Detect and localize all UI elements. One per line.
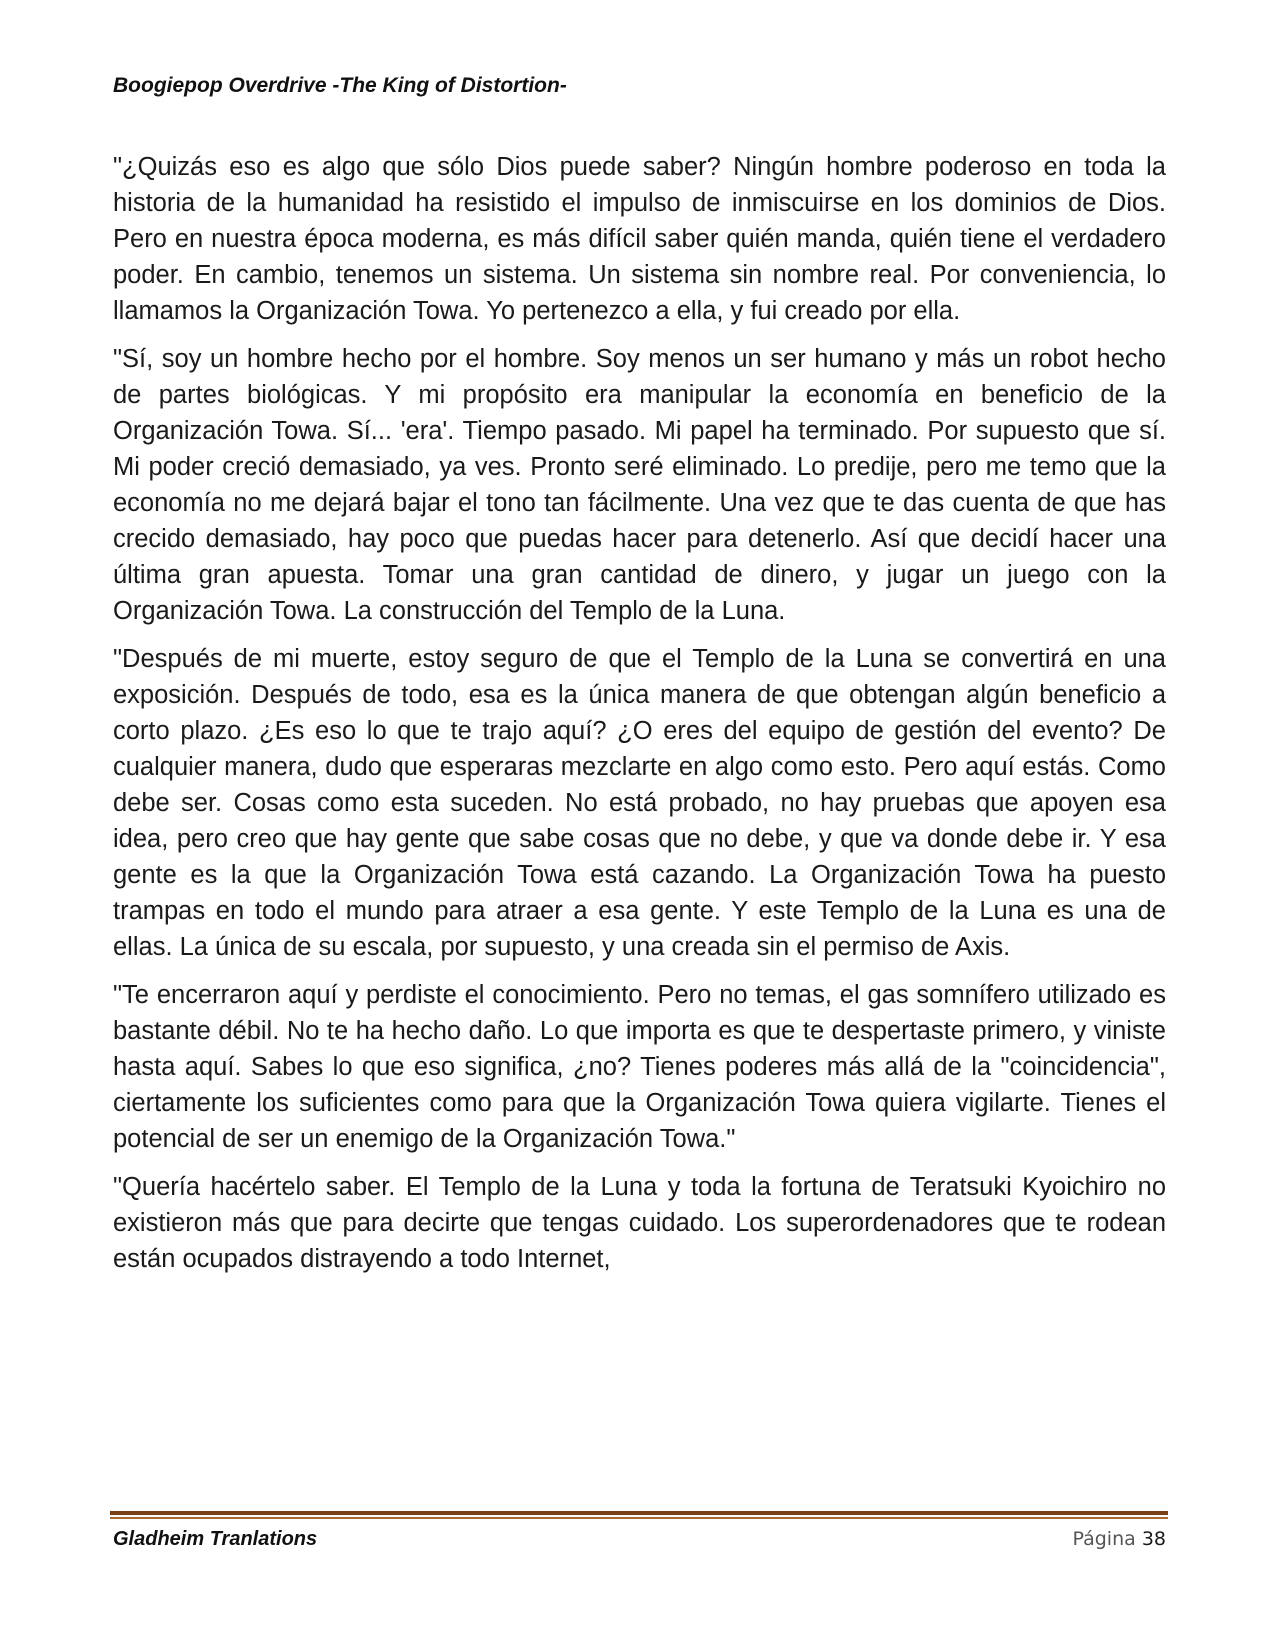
document-body — [113, 149, 1166, 1289]
paragraph: "Sí, soy un hombre hecho por el hombre. Soy menos un ser humano y más un robot hecho de partes biológicas. Y mi propósito era manipular la economía en beneficio de la Organización Towa. Sí... 'era'. Tiempo pasado. Mi papel ha terminado. Por supuesto que sí. Mi poder creció demasiado, ya ves. Pronto seré eliminado. Lo predije, pero me temo que la economía no me dejará bajar el tono tan fácilmente. Una vez que te das cuenta de que has crecido demasiado, hay poco que puedas hacer para detenerlo. Así que decidí hacer una última gran apuesta. Tomar una gran cantidad de dinero, y jugar un juego con la Organización Towa. La construcción del Templo de la Luna. — [113, 345, 1166, 625]
paragraph: "¿Quizás eso es algo que sólo Dios puede saber? Ningún hombre poderoso en toda la historia de la humanidad ha resistido el impulso de inmiscuirse en los dominios de Dios. Pero en nuestra época moderna, es más difícil saber quién manda, quién tiene el verdadero poder. En cambio, tenemos un sistema. Un sistema sin nombre real. Por conveniencia, lo llamamos la Organización Towa. Yo pertenezco a ella, y fui creado por ella. — [113, 153, 1166, 325]
footer-divider — [110, 1511, 1168, 1519]
paragraph: "Te encerraron aquí y perdiste el conocimiento. Pero no temas, el gas somnífero utilizado es bastante débil. No te ha hecho daño. Lo que importa es que te despertaste primero, y viniste hasta aquí. Sabes lo que eso significa, ¿no? Tienes poderes más allá de la "coincidencia", ciertamente los suficientes como para que la Organización Towa quiera vigilarte. Tienes el potencial de ser un enemigo de la Organización Towa." — [113, 981, 1166, 1153]
document-header-title: Boogiepop Overdrive -The King of Distortion- — [113, 74, 567, 97]
page-number: 38 — [1141, 1528, 1166, 1550]
page-number-label — [1072, 1528, 1166, 1550]
footer-credit: Gladheim Tranlations — [113, 1528, 318, 1550]
paragraph: "Quería hacértelo saber. El Templo de la Luna y toda la fortuna de Teratsuki Kyoichiro no existieron más que para decirte que tengas cuidado. Los superordenadores que te rodean están ocupados distrayendo a todo Internet, — [113, 1173, 1166, 1273]
page-label: Página — [1072, 1528, 1136, 1550]
paragraph: "Después de mi muerte, estoy seguro de que el Templo de la Luna se convertirá en una exposición. Después de todo, esa es la única manera de que obtengan algún beneficio a corto plazo. ¿Es eso lo que te trajo aquí? ¿O eres del equipo de gestión del evento? De cualquier manera, dudo que esperaras mezclarte en algo como esto. Pero aquí estás. Como debe ser. Cosas como esta suceden. No está probado, no hay pruebas que apoyen esa idea, pero creo que hay gente que sabe cosas que no debe, y que va donde debe ir. Y esa gente es la que la Organización Towa está cazando. La Organización Towa ha puesto trampas en todo el mundo para atraer a esa gente. Y este Templo de la Luna es una de ellas. La única de su escala, por supuesto, y una creada sin el permiso de Axis. — [113, 645, 1166, 961]
